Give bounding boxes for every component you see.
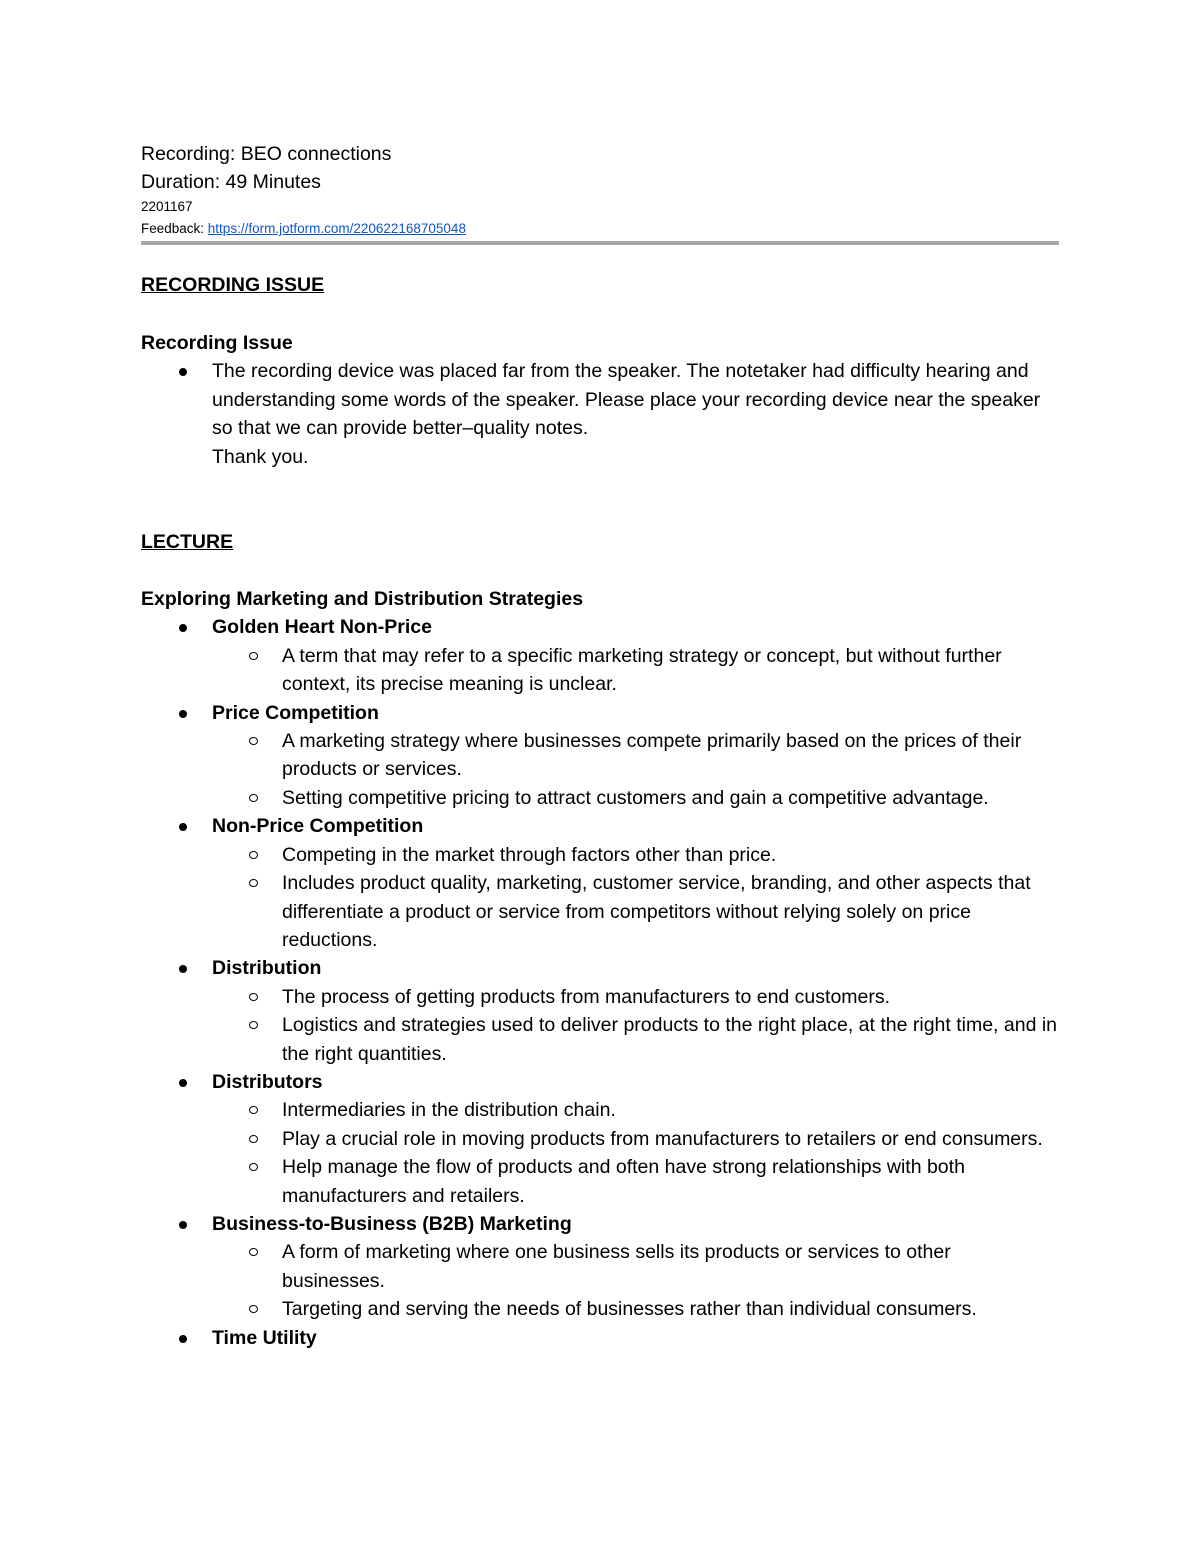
list-item <box>282 1153 1058 1210</box>
bullet-icon <box>179 624 187 632</box>
list-item <box>282 784 1058 812</box>
list-item <box>282 1125 1058 1153</box>
list-item <box>282 642 1058 699</box>
topic-points-list <box>212 1096 1058 1210</box>
point-text: A form of marketing where one business sells its products or services to other businesses. <box>282 1241 951 1292</box>
topic-item <box>212 1068 1058 1210</box>
lecture-subtitle: Exploring Marketing and Distribution Strategies <box>141 588 584 611</box>
topic-item <box>212 1210 1058 1324</box>
point-text: A term that may refer to a specific marketing strategy or concept, but without further context, its precise meaning is unclear. <box>282 644 1002 696</box>
hollow-bullet-icon <box>249 851 258 859</box>
hollow-bullet-icon <box>249 737 258 745</box>
hollow-bullet-icon <box>249 1021 258 1029</box>
hollow-bullet-icon <box>249 1163 258 1171</box>
bullet-icon <box>179 1221 187 1229</box>
hollow-bullet-icon <box>249 993 258 1001</box>
point-text: Logistics and strategies used to deliver products to the right place, at the right time, and in the right quantities. <box>282 1014 1058 1065</box>
document-page <box>141 140 1058 1352</box>
hollow-bullet-icon <box>249 1305 258 1313</box>
bullet-icon <box>179 368 187 376</box>
topic-item <box>212 1324 1058 1352</box>
point-text: Includes product quality, marketing, customer service, branding, and other aspects that differentiate a product or service from competitors without relying solely on price reductions. <box>282 872 1031 951</box>
list-item <box>282 727 1058 784</box>
recording-title: Recording: BEO connections <box>141 143 392 165</box>
recording-issue-heading: RECORDING ISSUE <box>141 274 325 296</box>
feedback-label: Feedback: <box>141 221 208 236</box>
topic-points-list <box>212 642 1058 699</box>
topic-item <box>212 812 1058 954</box>
topic-term: Business-to-Business (B2B) Marketing <box>212 1212 572 1235</box>
feedback-link[interactable]: https://form.jotform.com/220622168705048 <box>207 221 466 236</box>
lecture-topic-list <box>141 613 1058 1352</box>
point-text: Setting competitive pricing to attract customers and gain a competitive advantage. <box>282 786 989 809</box>
list-item <box>282 1238 1058 1295</box>
topic-points-list <box>212 1238 1058 1323</box>
topic-item <box>212 954 1058 1068</box>
topic-term: Price Competition <box>212 701 379 724</box>
list-item <box>282 1295 1058 1323</box>
topic-points-list <box>212 841 1058 955</box>
list-item <box>282 1011 1058 1068</box>
feedback-line <box>141 218 1058 240</box>
point-text: Help manage the flow of products and often have strong relationships with both manufacturers and retailers. <box>282 1156 965 1207</box>
topic-term: Distributors <box>212 1070 323 1093</box>
hollow-bullet-icon <box>249 1106 258 1114</box>
topic-points-list <box>212 727 1058 812</box>
topic-item <box>212 699 1058 813</box>
list-item <box>282 1096 1058 1124</box>
bullet-icon <box>179 1335 187 1343</box>
bullet-icon <box>179 1079 187 1087</box>
list-item <box>212 357 1058 471</box>
list-item <box>282 983 1058 1011</box>
recording-duration: Duration: 49 Minutes <box>141 171 321 193</box>
list-item <box>282 841 1058 869</box>
topic-term: Golden Heart Non-Price <box>212 616 432 639</box>
hollow-bullet-icon <box>249 1248 258 1256</box>
topic-term: Non-Price Competition <box>212 815 424 838</box>
hollow-bullet-icon <box>249 794 258 802</box>
hollow-bullet-icon <box>249 1135 258 1143</box>
hollow-bullet-icon <box>249 652 258 660</box>
bullet-icon <box>179 710 187 718</box>
point-text: Intermediaries in the distribution chain. <box>282 1099 616 1122</box>
point-text: The process of getting products from manufacturers to end customers. <box>282 985 891 1008</box>
bullet-icon <box>179 965 187 973</box>
issue-text: The recording device was placed far from the speaker. The notetaker had difficulty hearing and understanding some words of the speaker. Please place your recording device near the speaker so that we can provide better–quality notes. <box>212 360 1041 440</box>
point-text: Play a crucial role in moving products from manufacturers to retailers or end consumers. <box>282 1127 1043 1150</box>
lecture-heading: LECTURE <box>141 531 234 554</box>
bullet-icon <box>179 823 187 831</box>
issue-thanks: Thank you. <box>212 445 309 468</box>
point-text: Competing in the market through factors other than price. <box>282 843 777 866</box>
recording-issue-subtitle: Recording Issue <box>141 332 293 354</box>
point-text: A marketing strategy where businesses compete primarily based on the prices of their products or services. <box>282 730 1022 781</box>
hollow-bullet-icon <box>249 879 258 887</box>
point-text: Targeting and serving the needs of businesses rather than individual consumers. <box>282 1298 977 1321</box>
topic-item <box>212 613 1058 698</box>
topic-term: Time Utility <box>212 1326 317 1349</box>
topic-term: Distribution <box>212 957 322 980</box>
topic-points-list <box>212 983 1058 1068</box>
recording-issue-list <box>141 357 1058 471</box>
recording-code: 2201167 <box>141 199 193 214</box>
list-item <box>282 869 1058 954</box>
